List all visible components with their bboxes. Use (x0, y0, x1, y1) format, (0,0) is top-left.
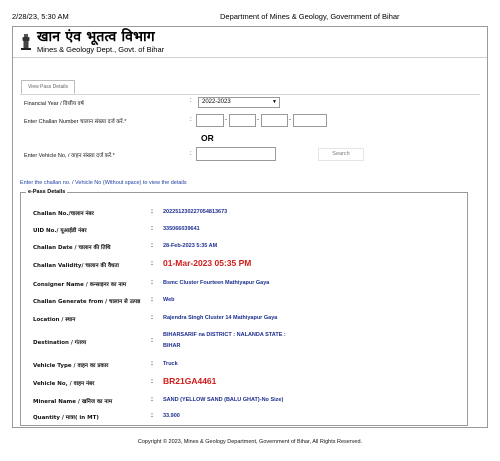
consigner-name-label: Consigner Name / कन्साइनर का नाम (33, 282, 127, 288)
destination-value-line-1: BIHARSARIF na DISTRICT : NALANDA STATE : (163, 332, 286, 338)
challan-part-3-input[interactable] (261, 114, 288, 127)
colon-separator: : (190, 98, 192, 104)
colon-separator: : (151, 338, 153, 344)
mineral-name-value: SAND (YELLOW SAND (BALU GHAT)-No Size) (163, 397, 284, 403)
colon-separator: : (151, 243, 153, 249)
vehicle-number-input[interactable] (196, 147, 276, 161)
copyright-footer: Copyright © 2023, Mines & Geology Department, Government of Bihar, All Rights Reserved. (137, 439, 363, 445)
challan-part-1-input[interactable] (196, 114, 224, 127)
brand-english-name: Mines & Geology Dept., Govt. of Bihar (37, 45, 165, 54)
challan-generate-from-label: Challan Generate from / चालान से उत्पन्न (33, 299, 141, 305)
colon-separator: : (151, 315, 153, 321)
challan-validity-value: 01-Mar-2023 05:35 PM (163, 258, 252, 268)
tab-view-pass-details[interactable]: View Pass Details (21, 80, 75, 94)
colon-separator: : (151, 261, 153, 267)
instruction-hint: Enter the challan no. / Vehicle No (Without space) to view the details (20, 180, 187, 186)
challan-validity-label: Challan Validity/ चालान की वैधता (33, 263, 119, 269)
destination-value-line-2: BIHAR (163, 343, 181, 349)
vehicle-no-value: BR21GA4461 (163, 376, 217, 386)
financial-year-value: 2022-2023 (202, 99, 231, 105)
colon-separator: : (190, 117, 192, 123)
challan-generate-from-value: Web (163, 297, 175, 303)
brand-hindi-name: खान एंव भूतत्व विभाग (37, 29, 155, 45)
colon-separator: : (151, 397, 153, 403)
uid-no-label: UID No./ यूआईडी नंबर (33, 228, 87, 234)
colon-separator: : (151, 297, 153, 303)
epass-details-legend: e-Pass Details (28, 189, 66, 195)
challan-no-label: Challan No./चालान नंबर (33, 211, 94, 217)
challan-date-label: Challan Date / चालान की तिथि (33, 245, 111, 251)
quantity-label: Quantity / मात्रा( in MT) (33, 415, 99, 421)
colon-separator: : (151, 413, 153, 419)
challan-part-4-input[interactable] (293, 114, 327, 127)
vehicle-type-label: Vehicle Type / वाहन का प्रकार (33, 363, 109, 369)
location-label: Location / स्थान (33, 317, 76, 323)
quantity-value: 33.900 (163, 413, 180, 419)
print-datetime: 2/28/23, 5:30 AM (12, 12, 69, 21)
colon-separator: : (151, 379, 153, 385)
financial-year-select[interactable] (198, 97, 280, 108)
tab-strip (20, 80, 480, 95)
epass-details-panel (20, 192, 468, 426)
destination-label: Destination / गंतव्य (33, 340, 87, 346)
colon-separator: : (151, 209, 153, 215)
dash-separator: - (257, 117, 259, 123)
dash-separator: - (289, 117, 291, 123)
site-logo[interactable] (17, 29, 217, 57)
search-button[interactable]: Search (318, 148, 364, 161)
consigner-name-value: Bsmc Cluster Fourteen Mathiyapur Gaya (163, 280, 270, 286)
colon-separator: : (151, 226, 153, 232)
dash-separator: - (225, 117, 227, 123)
chevron-down-icon: ▼ (272, 99, 277, 105)
mineral-name-label: Mineral Name / खनिज का नाम (33, 399, 113, 405)
uid-no-value: 335066039641 (163, 226, 200, 232)
colon-separator: : (151, 361, 153, 367)
challan-no-value: 202251230227054813673 (163, 209, 228, 215)
or-divider-label: OR (201, 133, 214, 143)
colon-separator: : (151, 280, 153, 286)
vehicle-type-value: Truck (163, 361, 178, 367)
print-header (12, 12, 488, 24)
colon-separator: : (190, 151, 192, 157)
vehicle-number-label: Enter Vehicle No, / वाहन संख्या दर्ज करें.* (24, 153, 115, 159)
header-divider (13, 57, 487, 58)
vehicle-no-label: Vehicle No, / वाहन नंबर (33, 381, 95, 387)
challan-date-value: 28-Feb-2023 5:35 AM (163, 243, 218, 249)
state-emblem-icon (19, 33, 33, 51)
print-page-title: Department of Mines & Geology, Government of Bihar (220, 12, 400, 21)
challan-part-2-input[interactable] (229, 114, 256, 127)
financial-year-label: Financial Year / वित्तीय वर्ष (24, 101, 84, 107)
challan-number-label: Enter Challan Number चालान संख्या दर्ज करें.* (24, 119, 127, 125)
location-value: Rajendra Singh Cluster 14 Mathiyapur Gaya (163, 315, 278, 321)
